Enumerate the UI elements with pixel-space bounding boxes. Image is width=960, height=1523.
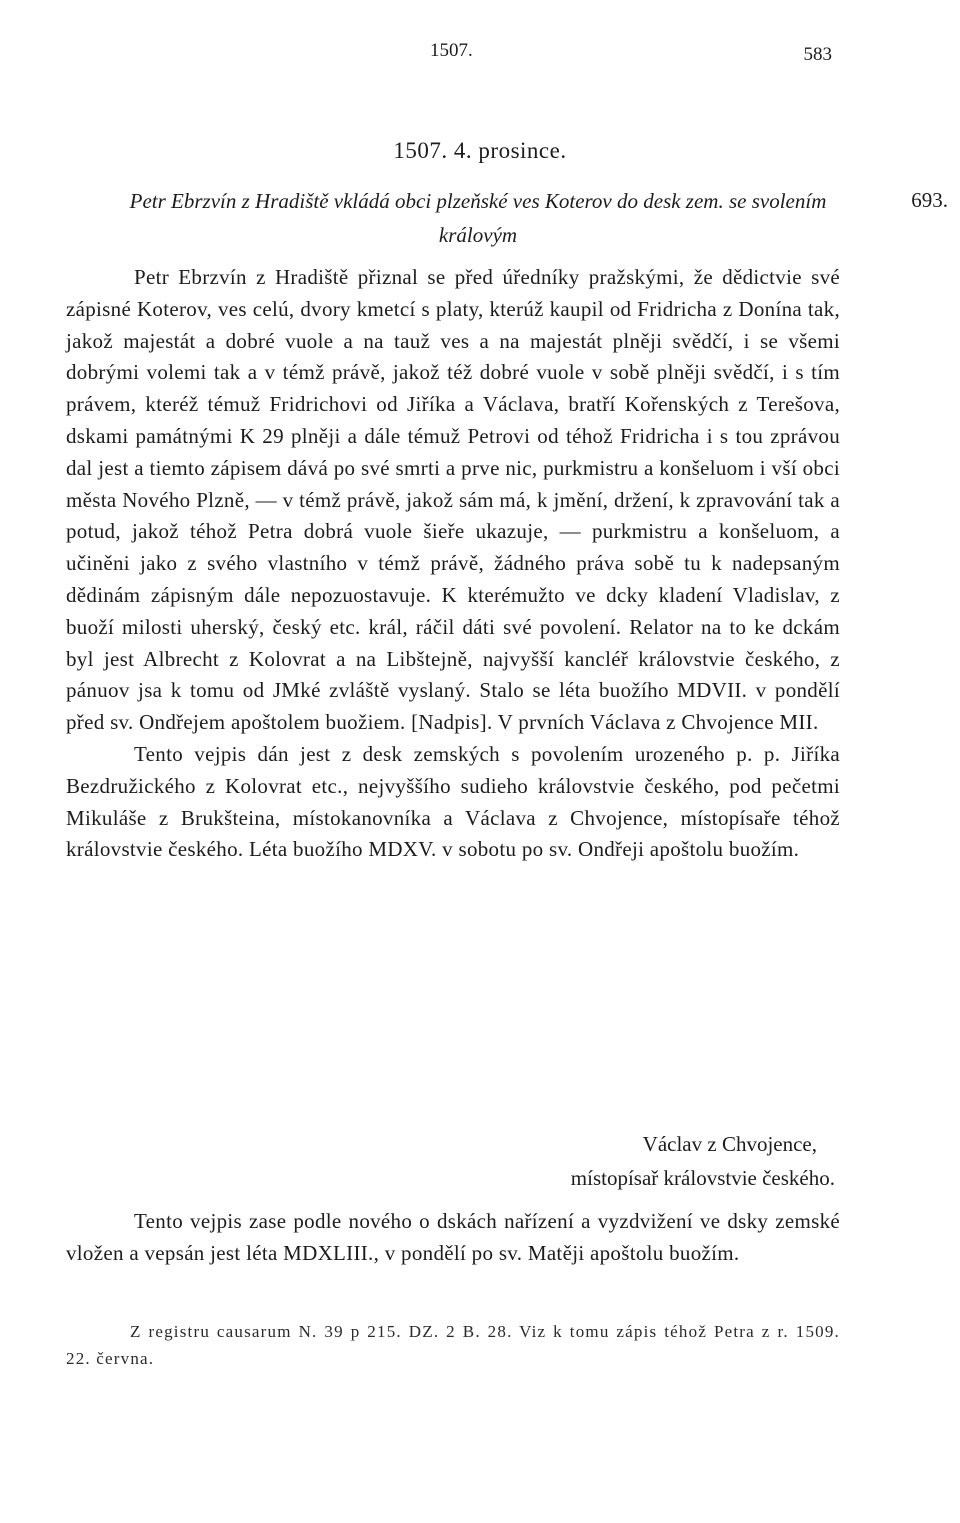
page-number: 583 xyxy=(803,44,832,65)
document-regest: Petr Ebrzvín z Hradiště vkládá obci plzeňské ves Koterov do desk zem. se svolením královým xyxy=(129,189,827,247)
document-date: 1507. 4. prosince. xyxy=(393,138,567,163)
paragraph-copy-note: Tento vejpis dán jest z desk zemských s povolením urozeného p. p. Jiříka Bezdružického z Kolovrat etc., nejvyššího sudieho královstvie českého, pod pečetmi Mikuláše z Brukšteina, místokanovníka a Václava z Chvojence, místopísaře téhož královstvie českého. Léta buožího MDXV. v sobotu po sv. Ondřeji apoštolu buožím. xyxy=(66,741,840,862)
document-number: 693. xyxy=(911,188,948,212)
signature-block xyxy=(571,1127,835,1195)
signature-title: místopísař královstvie českého. xyxy=(570,1166,835,1190)
header-year: 1507. xyxy=(430,40,473,61)
document-body-closing xyxy=(66,1206,840,1270)
source-footnote: Z registru causarum N. 39 p 215. DZ. 2 B. 28. Viz k tomu zápis téhož Petra z r. 1509. 22. června. xyxy=(66,1322,840,1368)
paragraph-reinsertion-note: Tento vejpis zase podle nového o dskách nařízení a vyzdvižení ve dsky zemské vložen a vepsán jest léta MDXLIII., v pondělí po sv. Matěji apoštolu buožím. xyxy=(66,1209,840,1265)
paragraph-main: Petr Ebrzvín z Hradiště přiznal se před úředníky pražskými, že dědictvie své zápisné Koterov, ves celú, dvory kmetcí s platy, kterúž kaupil od Fridricha z Donína tak, jakož majestát a dobré vuole a na tauž ves a na majestát plněji svědčí, i se všemi dobrými volemi tak a v témž právě, jakož též dobré vuole v sobě plněji svědčí, i s tím právem, kteréž témuž Fridrichovi od Jiříka a Václava, bratří Kořenských z Terešova, dskami památnými K 29 plněji a dále témuž Petrovi od téhož Fridricha i s tou zprávou dal jest a tiemto zápisem dává po své smrti a prve nic, purkmistru a konšeluom i vší obci města Nového Plzně, — v témž právě, jakož sám má, k jmění, držení, k zpravování tak a potud, jakož téhož Petra dobrá vuole šieře ukazuje, — purkmistru a konšeluom, a učiněni jako z svého vlastního v témž právě, žádného práva sobě tu k nadepsaným dědinám zápisným dále nepozuostavuje. K kterémužto ve dcky kladení Vladislav, z buoží milosti uherský, český etc. král, ráčil dáti své povolení. Relator na to ke dckám byl jest Albrecht z Kolovrat a na Libštejně, najvyšší kancléř královstvie českého, z pánuov jsa k tomu od JMké zvláště vyslaný. Stalo se léta buožího MDVII. v pondělí před sv. Ondřejem apoštolem buožiem. [Nadpis]. V prvních Václava z Chvojence MII. xyxy=(66,265,840,735)
document-body xyxy=(66,262,840,866)
signature-name: Václav z Chvojence, xyxy=(642,1132,817,1156)
running-header xyxy=(0,40,960,74)
